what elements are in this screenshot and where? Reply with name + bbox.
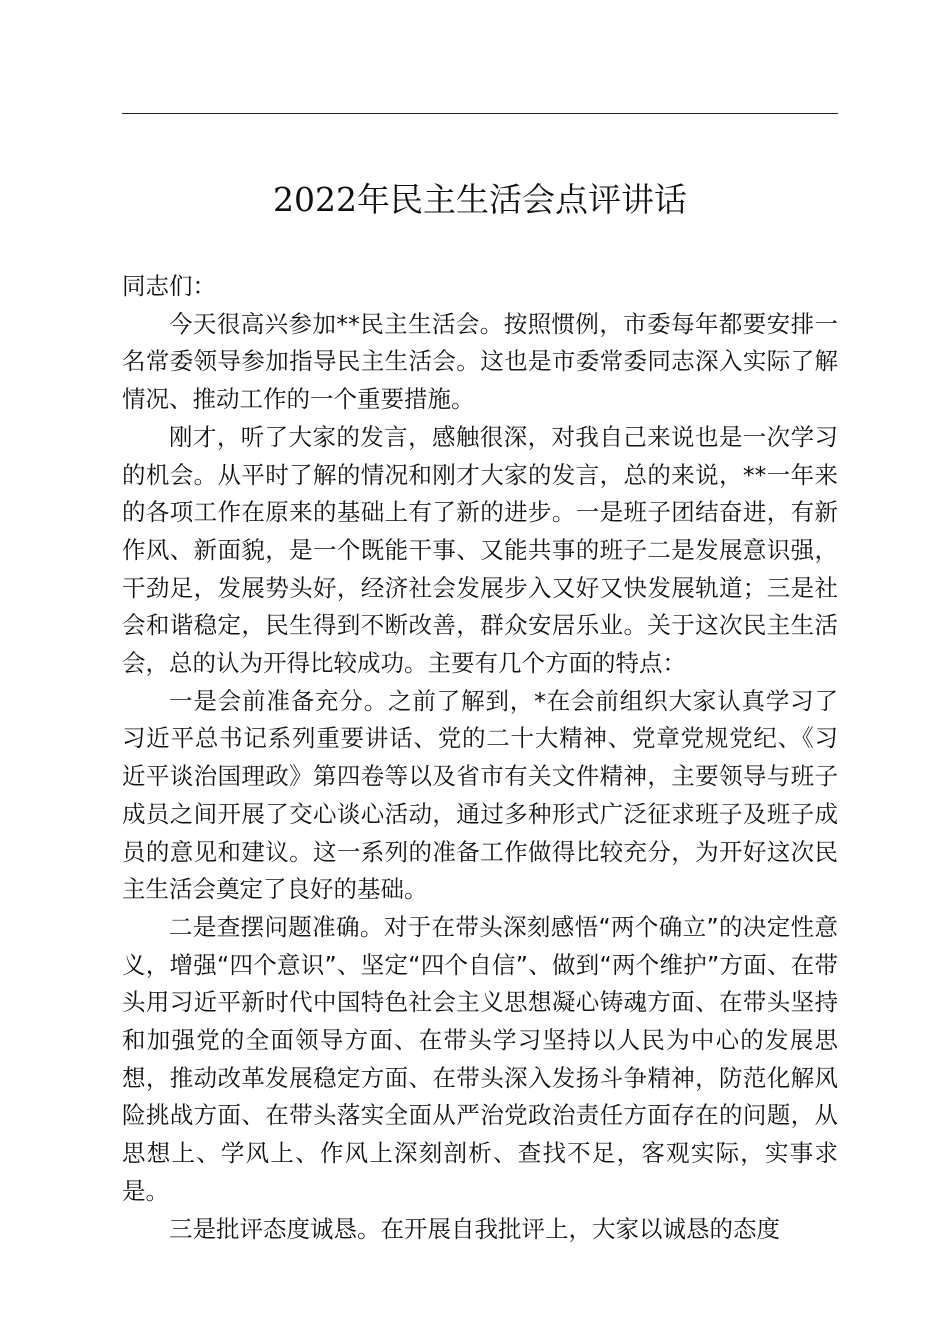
salutation: 同志们： [122,272,216,300]
header-rule [122,113,838,114]
paragraph-point-three: 三是批评态度诚恳。在开展自我批评上，大家以诚恳的态度 [169,1214,780,1243]
document-body [122,268,838,1248]
paragraph-point-one: 一是会前准备充分。之前了解到，*在会前组织大家认真学习了习近平总书记系列重要讲话、党的二十大精神、党章党规党纪、《习近平谈治国理政》第四卷等以及省市有关文件精神，主要领导与班子成员之间开展了交心谈心活动，通过多种形式广泛征求班子及班子成员的意见和建议。这一系列的准备工作做得比较充分，为开好这次民主生活会奠定了良好的基础。 [122,686,838,904]
paragraph-point-two: 二是查摆问题准确。对于在带头深刻感悟“两个确立”的决定性意义，增强“四个意识”、坚定“四个自信”、做到“两个维护”方面、在带头用习近平新时代中国特色社会主义思想凝心铸魂方面、在带头坚持和加强党的全面领导方面、在带头学习坚持以人民为中心的发展思想，推动改革发展稳定方面、在带头深入发扬斗争精神，防范化解风险挑战方面、在带头落实全面从严治党政治责任方面存在的问题，从思想上、学风上、作风上深刻剖析、查找不足，客观实际，实事求是。 [122,912,838,1205]
document-title: 2022年民主生活会点评讲话 [273,180,687,219]
paragraph-intro: 今天很高兴参加**民主生活会。按照惯例，市委每年都要安排一名常委领导参加指导民主生活会。这也是市委常委同志深入实际了解情况、推动工作的一个重要措施。 [122,309,838,414]
paragraph-overview: 刚才，听了大家的发言，感触很深，对我自己来说也是一次学习的机会。从平时了解的情况和刚才大家的发言，总的来说，**一年来的各项工作在原来的基础上有了新的进步。一是班子团结奋进，有新作风、新面貌，是一个既能干事、又能共事的班子二是发展意识强，干劲足，发展势头好，经济社会发展步入又好又快发展轨道；三是社会和谐稳定，民生得到不断改善，群众安居乐业。关于这次民主生活会，总的认为开得比较成功。主要有几个方面的特点： [122,422,838,678]
